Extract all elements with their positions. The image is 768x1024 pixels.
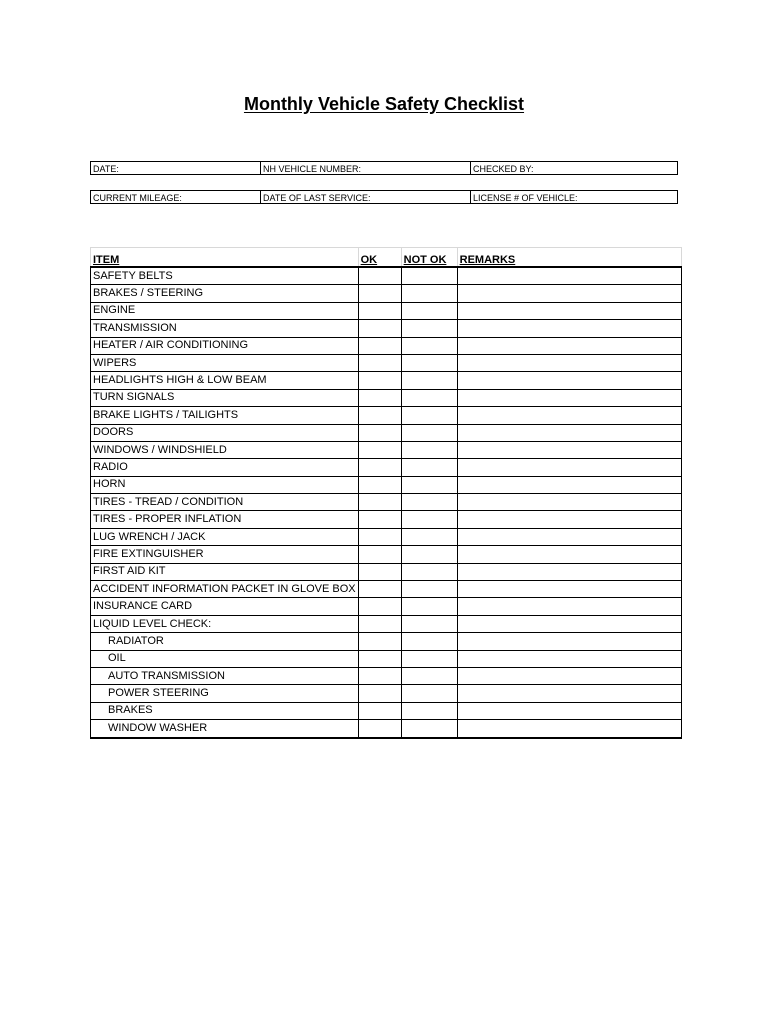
table-row — [91, 267, 682, 285]
table-row — [91, 424, 682, 441]
table-row — [91, 285, 682, 302]
license-number-field[interactable]: LICENSE # OF VEHICLE: — [473, 193, 578, 203]
item-label: LIQUID LEVEL CHECK: — [91, 615, 359, 632]
remarks-cell[interactable] — [457, 285, 681, 302]
header-ok: OK — [358, 248, 401, 268]
ok-cell[interactable] — [358, 633, 401, 650]
current-mileage-field[interactable]: CURRENT MILEAGE: — [91, 191, 261, 203]
header-not-ok: NOT OK — [401, 248, 457, 268]
table-row — [91, 320, 682, 337]
table-row — [91, 407, 682, 424]
ok-cell[interactable] — [358, 546, 401, 563]
remarks-cell[interactable] — [457, 650, 681, 667]
remarks-cell[interactable] — [457, 511, 681, 528]
not-ok-cell[interactable] — [401, 511, 457, 528]
remarks-cell[interactable] — [457, 302, 681, 319]
item-label: HEATER / AIR CONDITIONING — [91, 337, 359, 354]
item-label: WINDOW WASHER — [91, 720, 359, 738]
remarks-cell[interactable] — [457, 389, 681, 406]
table-row — [91, 494, 682, 511]
not-ok-cell[interactable] — [401, 702, 457, 719]
not-ok-cell[interactable] — [401, 320, 457, 337]
not-ok-cell[interactable] — [401, 667, 457, 684]
item-label: HEADLIGHTS HIGH & LOW BEAM — [91, 372, 359, 389]
ok-cell[interactable] — [358, 441, 401, 458]
remarks-cell[interactable] — [457, 459, 681, 476]
remarks-cell[interactable] — [457, 720, 681, 738]
remarks-cell[interactable] — [457, 320, 681, 337]
ok-cell[interactable] — [358, 267, 401, 285]
item-label: FIRE EXTINGUISHER — [91, 546, 359, 563]
item-label: WINDOWS / WINDSHIELD — [91, 441, 359, 458]
item-label: RADIATOR — [91, 633, 359, 650]
table-row — [91, 685, 682, 702]
remarks-cell[interactable] — [457, 633, 681, 650]
not-ok-cell[interactable] — [401, 546, 457, 563]
table-row — [91, 598, 682, 615]
page-title-text: Monthly Vehicle Safety Checklist — [243, 94, 525, 114]
checklist-table — [90, 247, 682, 739]
remarks-cell[interactable] — [457, 615, 681, 632]
not-ok-cell[interactable] — [401, 337, 457, 354]
table-row — [91, 354, 682, 371]
remarks-cell[interactable] — [457, 372, 681, 389]
not-ok-cell[interactable] — [401, 563, 457, 580]
not-ok-cell[interactable] — [401, 650, 457, 667]
ok-cell[interactable] — [358, 720, 401, 738]
item-label: BRAKE LIGHTS / TAILIGHTS — [91, 407, 359, 424]
table-row — [91, 441, 682, 458]
item-label: BRAKES — [91, 702, 359, 719]
not-ok-cell[interactable] — [401, 354, 457, 371]
ok-cell[interactable] — [358, 424, 401, 441]
item-label: POWER STEERING — [91, 685, 359, 702]
table-header-row — [91, 248, 682, 268]
item-label: INSURANCE CARD — [91, 598, 359, 615]
ok-cell[interactable] — [358, 389, 401, 406]
table-row — [91, 459, 682, 476]
item-label: HORN — [91, 476, 359, 493]
page-title — [0, 94, 768, 115]
item-label: FIRST AID KIT — [91, 563, 359, 580]
not-ok-cell[interactable] — [401, 302, 457, 319]
table-row — [91, 581, 682, 598]
table-row — [91, 633, 682, 650]
not-ok-cell[interactable] — [401, 581, 457, 598]
table-row — [91, 389, 682, 406]
remarks-cell[interactable] — [457, 546, 681, 563]
not-ok-cell[interactable] — [401, 372, 457, 389]
item-label: LUG WRENCH / JACK — [91, 528, 359, 545]
item-label: TURN SIGNALS — [91, 389, 359, 406]
not-ok-cell[interactable] — [401, 389, 457, 406]
not-ok-cell[interactable] — [401, 615, 457, 632]
remarks-cell[interactable] — [457, 476, 681, 493]
table-row — [91, 615, 682, 632]
ok-cell[interactable] — [358, 320, 401, 337]
header-remarks: REMARKS — [457, 248, 681, 268]
not-ok-cell[interactable] — [401, 267, 457, 285]
not-ok-cell[interactable] — [401, 459, 457, 476]
item-label: ENGINE — [91, 302, 359, 319]
not-ok-cell[interactable] — [401, 407, 457, 424]
item-label: SAFETY BELTS — [91, 267, 359, 285]
ok-cell[interactable] — [358, 354, 401, 371]
item-label: AUTO TRANSMISSION — [91, 667, 359, 684]
header-item: ITEM — [91, 248, 359, 268]
info-row-2 — [90, 190, 678, 204]
remarks-cell[interactable] — [457, 563, 681, 580]
item-label: WIPERS — [91, 354, 359, 371]
date-field[interactable]: DATE: — [91, 162, 261, 174]
remarks-cell[interactable] — [457, 598, 681, 615]
ok-cell[interactable] — [358, 459, 401, 476]
not-ok-cell[interactable] — [401, 598, 457, 615]
table-row — [91, 372, 682, 389]
table-row — [91, 546, 682, 563]
item-label: OIL — [91, 650, 359, 667]
ok-cell[interactable] — [358, 528, 401, 545]
item-label: RADIO — [91, 459, 359, 476]
ok-cell[interactable] — [358, 302, 401, 319]
ok-cell[interactable] — [358, 702, 401, 719]
ok-cell[interactable] — [358, 685, 401, 702]
ok-cell[interactable] — [358, 650, 401, 667]
table-row — [91, 650, 682, 667]
table-row — [91, 702, 682, 719]
ok-cell[interactable] — [358, 494, 401, 511]
remarks-cell[interactable] — [457, 267, 681, 285]
date-of-last-service-field[interactable]: DATE OF LAST SERVICE: — [261, 191, 471, 203]
remarks-cell[interactable] — [457, 528, 681, 545]
table-row — [91, 511, 682, 528]
nh-vehicle-number-field[interactable]: NH VEHICLE NUMBER: — [261, 162, 471, 174]
ok-cell[interactable] — [358, 337, 401, 354]
item-label: TRANSMISSION — [91, 320, 359, 337]
ok-cell[interactable] — [358, 285, 401, 302]
remarks-cell[interactable] — [457, 354, 681, 371]
remarks-cell[interactable] — [457, 407, 681, 424]
not-ok-cell[interactable] — [401, 424, 457, 441]
item-label: TIRES - TREAD / CONDITION — [91, 494, 359, 511]
remarks-cell[interactable] — [457, 667, 681, 684]
remarks-cell[interactable] — [457, 702, 681, 719]
ok-cell[interactable] — [358, 407, 401, 424]
ok-cell[interactable] — [358, 598, 401, 615]
item-label: DOORS — [91, 424, 359, 441]
ok-cell[interactable] — [358, 476, 401, 493]
ok-cell[interactable] — [358, 372, 401, 389]
table-row — [91, 302, 682, 319]
item-label: BRAKES / STEERING — [91, 285, 359, 302]
checked-by-field[interactable]: CHECKED BY: — [473, 164, 534, 174]
table-row — [91, 337, 682, 354]
ok-cell[interactable] — [358, 581, 401, 598]
table-row — [91, 720, 682, 738]
not-ok-cell[interactable] — [401, 441, 457, 458]
ok-cell[interactable] — [358, 563, 401, 580]
remarks-cell[interactable] — [457, 424, 681, 441]
remarks-cell[interactable] — [457, 337, 681, 354]
remarks-cell[interactable] — [457, 494, 681, 511]
table-row — [91, 563, 682, 580]
table-row — [91, 667, 682, 684]
not-ok-cell[interactable] — [401, 528, 457, 545]
not-ok-cell[interactable] — [401, 633, 457, 650]
not-ok-cell[interactable] — [401, 685, 457, 702]
ok-cell[interactable] — [358, 667, 401, 684]
item-label: TIRES - PROPER INFLATION — [91, 511, 359, 528]
ok-cell[interactable] — [358, 615, 401, 632]
not-ok-cell[interactable] — [401, 494, 457, 511]
not-ok-cell[interactable] — [401, 720, 457, 738]
item-label: ACCIDENT INFORMATION PACKET IN GLOVE BOX — [91, 581, 359, 598]
table-row — [91, 528, 682, 545]
remarks-cell[interactable] — [457, 685, 681, 702]
ok-cell[interactable] — [358, 511, 401, 528]
info-row-1 — [90, 161, 678, 175]
not-ok-cell[interactable] — [401, 285, 457, 302]
remarks-cell[interactable] — [457, 581, 681, 598]
remarks-cell[interactable] — [457, 441, 681, 458]
table-row — [91, 476, 682, 493]
not-ok-cell[interactable] — [401, 476, 457, 493]
